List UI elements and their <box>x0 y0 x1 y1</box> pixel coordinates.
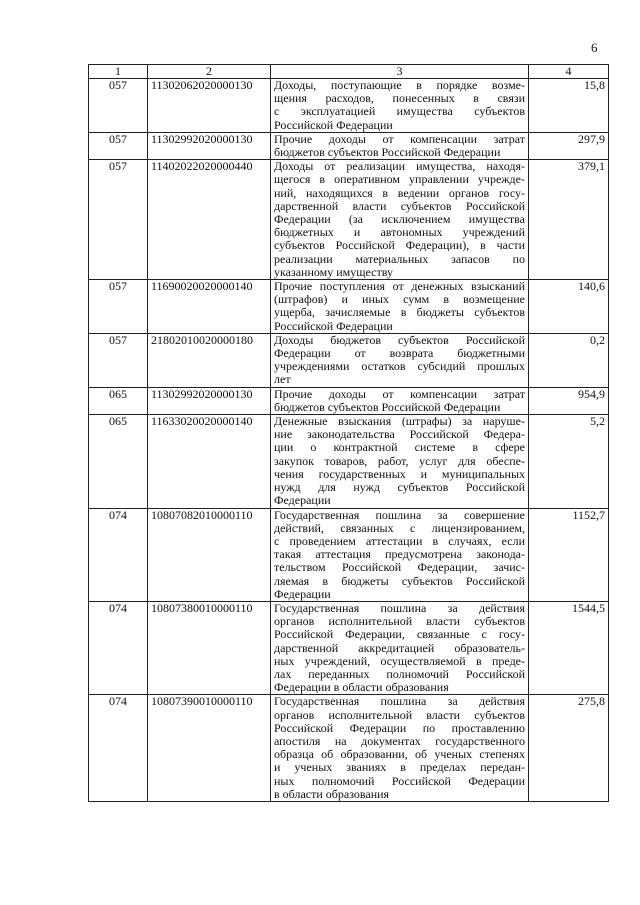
header-col-1: 1 <box>89 65 148 79</box>
revenue-name-line: (штрафов) и иных сумм в возмещение <box>274 292 525 307</box>
revenue-name-line: тельством Российской Федерации, зачис- <box>274 560 525 575</box>
revenue-name-line: такая аттестация предусмотрена законода- <box>274 547 525 562</box>
table-row <box>89 508 609 601</box>
revenue-name-line: чения государственных и муниципальных <box>274 466 525 481</box>
revenue-name-line: закупок товаров, работ, услуг для обеспе- <box>274 453 525 468</box>
admin-code-cell: 065 <box>89 415 148 508</box>
revenue-name-line: Российской Федерации <box>274 318 393 333</box>
revenue-name-line: с проведением аттестации в случаях, если <box>274 533 525 548</box>
revenue-name-cell <box>271 387 529 414</box>
revenue-name-line: учреждениями остатков субсидий прошлых <box>274 359 525 374</box>
revenue-name-line: бюджетов субъектов Российской Федерации <box>274 145 501 160</box>
table-row <box>89 333 609 387</box>
revenue-name-line: апостиля на документах государственного <box>274 733 525 748</box>
budget-code-cell: 10807380010000110 <box>148 601 271 694</box>
table-body <box>89 79 609 802</box>
admin-code-cell: 074 <box>89 601 148 694</box>
revenue-name-cell <box>271 508 529 601</box>
revenue-name-line: Государственная пошлина за действия <box>274 600 525 615</box>
table-row <box>89 601 609 694</box>
header-col-4: 4 <box>529 65 609 79</box>
revenue-name-cell <box>271 79 529 133</box>
admin-code-cell: 057 <box>89 79 148 133</box>
revenue-name-line: органов исполнительной власти субъектов <box>274 614 525 629</box>
revenue-name-line: Федерации в области образования <box>274 680 449 695</box>
revenue-name-line: и ученых званиях в пределах передан- <box>274 760 525 775</box>
revenue-name-line: Российской Федерации, связанные с госу- <box>274 627 525 642</box>
revenue-name-line: Федерации (за исключением имущества <box>274 212 525 227</box>
revenue-name-line: дарственной власти субъектов Российской <box>274 198 525 213</box>
budget-code-cell: 11633020020000140 <box>148 415 271 508</box>
budget-code-cell: 11302062020000130 <box>148 79 271 133</box>
revenue-name-line: Федерации от возврата бюджетными <box>274 346 525 361</box>
revenue-name-line: с эксплуатацией имущества субъектов <box>274 104 525 119</box>
revenue-name-line: ущерба, зачисляемые в бюджеты субъектов <box>274 305 525 320</box>
admin-code-cell: 065 <box>89 387 148 414</box>
amount-cell: 275,8 <box>529 695 609 802</box>
revenue-name-cell <box>271 132 529 159</box>
table-row <box>89 160 609 280</box>
revenue-name-line: ции о контрактной системе в сфере <box>274 440 525 455</box>
revenue-name-line: Федерации <box>274 493 331 508</box>
budget-code-cell: 11690020020000140 <box>148 280 271 334</box>
amount-cell: 297,9 <box>529 132 609 159</box>
revenue-name-line: образца об образовании, об ученых степенях <box>274 747 525 762</box>
budget-code-cell: 10807082010000110 <box>148 508 271 601</box>
revenue-name-line: ние законодательства Российской Федера- <box>274 427 525 442</box>
amount-cell: 140,6 <box>529 280 609 334</box>
table-row <box>89 415 609 508</box>
revenue-name-line: ляемая в бюджеты субъектов Российской <box>274 573 525 588</box>
revenue-name-line: ний, находящихся в ведении органов госу- <box>274 185 525 200</box>
revenue-name-cell <box>271 695 529 802</box>
revenue-name-line: действий, связанных с лицензированием, <box>274 520 525 535</box>
amount-cell: 5,2 <box>529 415 609 508</box>
revenue-name-line: Государственная пошлина за действия <box>274 694 525 709</box>
revenue-name-cell <box>271 160 529 280</box>
revenue-name-line: указанному имуществу <box>274 264 393 279</box>
revenue-name-line: нужд для нужд субъектов Российской <box>274 480 525 495</box>
revenue-name-line: лах переданных полномочий Российской <box>274 666 525 681</box>
revenue-name-line: органов исполнительной власти субъектов <box>274 707 525 722</box>
revenue-name-line: бюджетов субъектов Российской Федерации <box>274 399 501 414</box>
admin-code-cell: 057 <box>89 132 148 159</box>
table-row <box>89 132 609 159</box>
revenue-name-line: Денежные взыскания (штрафы) за наруше- <box>274 414 525 429</box>
revenue-name-line: ных полномочий Российской Федерации <box>274 773 525 788</box>
revenue-name-line: Прочие доходы от компенсации затрат <box>274 386 525 401</box>
revenue-name-cell <box>271 415 529 508</box>
revenue-name-line: реализации материальных запасов по <box>274 251 525 266</box>
budget-code-cell: 10807390010000110 <box>148 695 271 802</box>
revenue-name-line: Доходы, поступающие в порядке возме- <box>274 78 525 92</box>
revenue-name-line: бюджетных и автономных учреждений <box>274 225 525 240</box>
table-header-row <box>89 65 609 79</box>
amount-cell: 1152,7 <box>529 508 609 601</box>
revenue-name-line: щения расходов, понесенных в связи <box>274 91 525 106</box>
revenue-name-cell <box>271 333 529 387</box>
revenue-name-line: Прочие доходы от компенсации затрат <box>274 131 525 146</box>
revenue-name-line: щегося в оперативном управлении учрежде- <box>274 172 525 187</box>
table-row <box>89 79 609 133</box>
table-row <box>89 387 609 414</box>
revenue-name-cell <box>271 280 529 334</box>
admin-code-cell: 074 <box>89 508 148 601</box>
budget-code-cell: 11302992020000130 <box>148 387 271 414</box>
admin-code-cell: 057 <box>89 333 148 387</box>
revenue-name-line: лет <box>274 372 291 387</box>
revenue-name-line: Доходы от реализации имущества, находя- <box>274 159 525 174</box>
revenue-name-line: в области образования <box>274 786 390 801</box>
revenue-name-line: Доходы бюджетов субъектов Российской <box>274 332 525 347</box>
budget-code-cell: 21802010020000180 <box>148 333 271 387</box>
header-col-3: 3 <box>271 65 529 79</box>
amount-cell: 15,8 <box>529 79 609 133</box>
table-row <box>89 280 609 334</box>
revenue-name-line: Прочие поступления от денежных взысканий <box>274 279 525 294</box>
revenue-name-line: Федерации <box>274 586 331 601</box>
revenue-name-cell <box>271 601 529 694</box>
amount-cell: 379,1 <box>529 160 609 280</box>
revenue-name-line: Российской Федерации <box>274 117 393 132</box>
budget-code-cell: 11302992020000130 <box>148 132 271 159</box>
revenue-name-line: субъектов Российской Федерации), в части <box>274 238 525 253</box>
admin-code-cell: 074 <box>89 695 148 802</box>
revenue-name-line: ных учреждений, осуществляемой в преде- <box>274 653 525 668</box>
admin-code-cell: 057 <box>89 280 148 334</box>
revenue-table <box>88 64 609 802</box>
amount-cell: 1544,5 <box>529 601 609 694</box>
page-number: 6 <box>591 40 598 55</box>
amount-cell: 0,2 <box>529 333 609 387</box>
amount-cell: 954,9 <box>529 387 609 414</box>
revenue-name-line: Государственная пошлина за совершение <box>274 507 525 522</box>
table-row <box>89 695 609 802</box>
header-col-2: 2 <box>148 65 271 79</box>
budget-code-cell: 11402022020000440 <box>148 160 271 280</box>
revenue-name-line: дарственной аккредитацией образователь- <box>274 640 525 655</box>
revenue-name-line: Российской Федерации по проставлению <box>274 720 525 735</box>
admin-code-cell: 057 <box>89 160 148 280</box>
